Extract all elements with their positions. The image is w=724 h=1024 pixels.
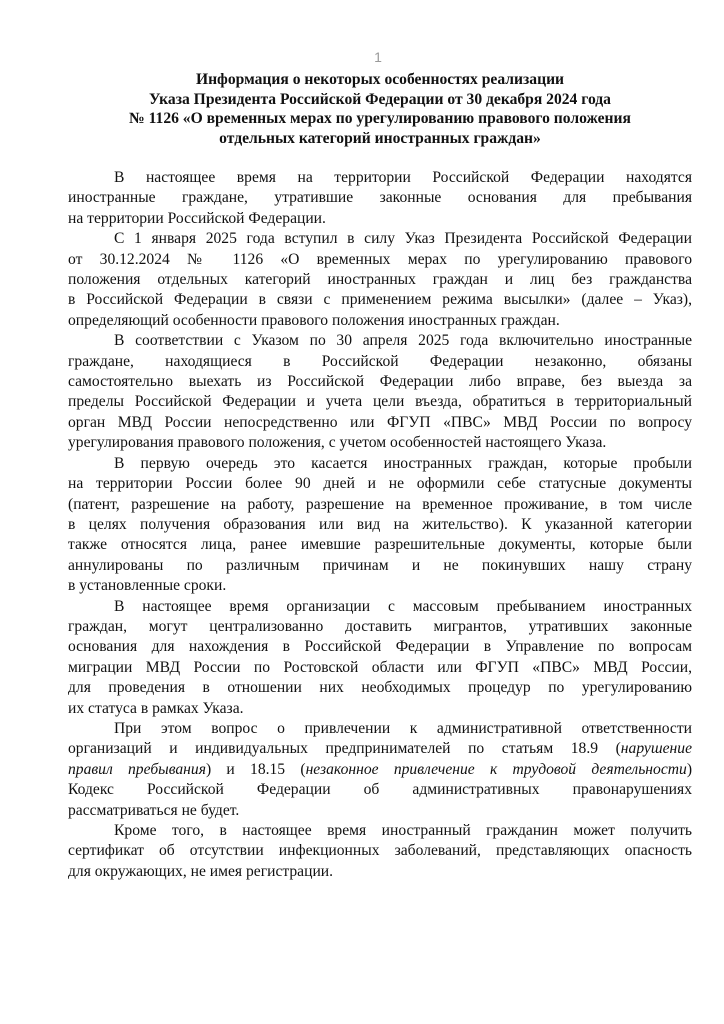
text-line: В настоящее время на территории Российской Федерации находятся [114,169,692,186]
text-line: В настоящее время организации с массовым пребыванием иностранных [114,597,692,615]
title-line: № 1126 «О временных мерах по урегулированию правового положения [129,110,631,127]
text-line: для окружающих, не имея регистрации. [68,862,334,880]
text-line: При этом вопрос о привлечении к административной ответственности [114,719,692,737]
text-line: В первую очередь это касается иностранных граждан, которые пробыли [114,454,692,472]
paragraph-6 [68,719,692,821]
document-body [68,168,692,882]
text-line: от 30.12.2024 № 1126 «О временных мерах по урегулированию правового [68,250,692,268]
paragraph-3 [68,331,692,453]
document-title [68,70,692,148]
text-line: Кроме того, в настоящее время иностранный гражданин может получить [114,822,692,839]
page-number: 1 [374,49,382,65]
title-line: Информация о некоторых особенностях реализации [195,71,565,88]
text-line: иностранные граждане, утратившие законные основания для пребывания [68,189,692,207]
text-line: на территории Российской Федерации. [68,209,326,227]
text-line: самостоятельно выехать из Российской Федерации либо вправе, без выезда за [68,373,692,391]
text-line: миграции МВД России по Ростовской области или ФГУП «ПВС» МВД России, [68,658,692,676]
paragraph-7 [68,821,692,882]
title-line: Указа Президента Российской Федерации от 30 декабря 2024 года [149,90,611,108]
title-line: отдельных категорий иностранных граждан» [219,129,541,147]
text-line: организаций и индивидуальных предпринимателей по статьям 18.9 (нарушение [68,740,692,758]
text-line: основания для нахождения в Российской Федерации в Управление по вопросам [68,638,692,656]
text-line: граждан, могут централизованно доставить мигрантов, утративших законные [68,617,692,635]
paragraph-1 [68,168,692,229]
text-line: для проведения в отношении них необходимых процедур по урегулированию [68,679,692,697]
text-line: граждане, находящиеся в Российской Федерации незаконно, обязаны [68,352,692,370]
text-line: положения отдельных категорий иностранных граждан и лиц без гражданства [68,271,692,289]
text-line: в целях получения образования или вид на жительство). К указанной категории [68,515,692,533]
text-line: (патент, разрешение на работу, разрешение на временное проживание, в том числе [68,495,692,513]
text-line: определяющий особенности правового положения иностранных граждан. [68,311,560,329]
text-line: В соответствии с Указом по 30 апреля 2025 года включительно иностранные [114,332,692,350]
text-line: рассматриваться не будет. [68,801,240,819]
text-line: правил пребывания) и 18.15 (незаконное привлечение к трудовой деятельности) [68,760,693,778]
text-line: их статуса в рамках Указа. [68,699,244,717]
text-line: орган МВД России непосредственно или ФГУП «ПВС» МВД России по вопросу [68,413,692,431]
text-line: урегулирования правового положения, с учетом особенностей настоящего Указа. [68,434,607,452]
text-line: пределы Российской Федерации и учета цели въезда, обратиться в территориальный [68,393,692,411]
text-line: в установленные сроки. [68,577,227,595]
text-line: С 1 января 2025 года вступил в силу Указ Президента Российской Федерации [114,230,692,248]
text-line: также относятся лица, ранее имевшие разрешительные документы, которые были [68,536,692,554]
paragraph-2 [68,229,692,331]
paragraph-4 [68,454,692,597]
text-line: аннулированы по различным причинам и не покинувших нашу страну [68,556,692,574]
text-line: на территории России более 90 дней и не оформили себе статусные документы [68,475,692,493]
paragraph-5 [68,597,692,719]
text-line: сертификат об отсутствии инфекционных заболеваний, представляющих опасность [68,842,692,860]
text-line: в Российской Федерации в связи с применением режима высылки» (далее – Указ), [68,291,692,309]
text-line: Кодекс Российской Федерации об административных правонарушениях [68,781,692,799]
